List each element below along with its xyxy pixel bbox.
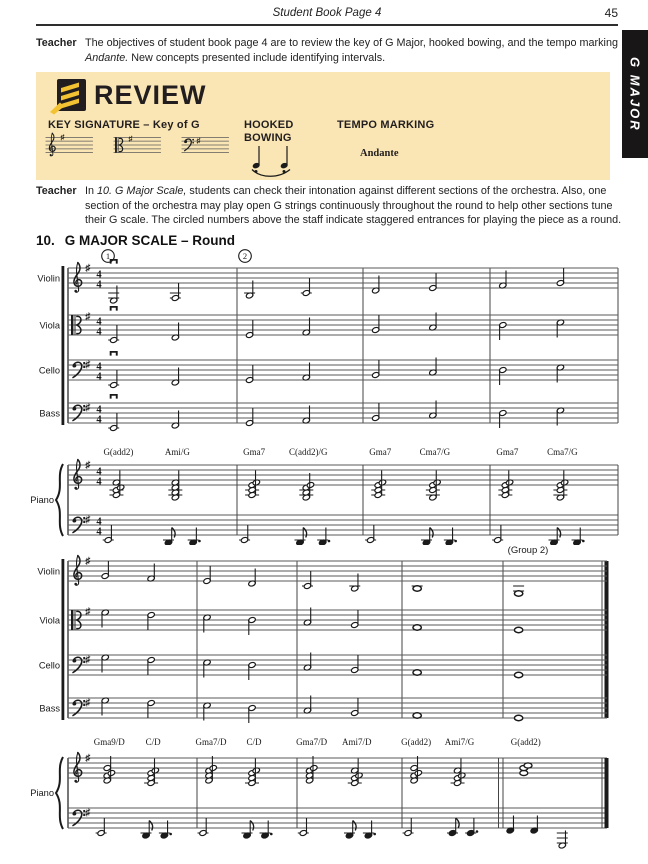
svg-text:♯: ♯	[85, 753, 91, 764]
piece-title: 10. G MAJOR SCALE – Round	[36, 233, 236, 248]
svg-text:4: 4	[96, 316, 102, 328]
svg-text:Viola: Viola	[39, 320, 60, 331]
svg-text:Bass: Bass	[39, 408, 60, 419]
piece-number: 10.	[36, 233, 55, 248]
key-signature-heading: KEY SIGNATURE – Key of G	[48, 119, 200, 131]
svg-text:♯: ♯	[85, 654, 91, 666]
svg-text:4: 4	[96, 516, 102, 528]
svg-text:Violin: Violin	[37, 566, 60, 577]
svg-text:4: 4	[96, 269, 102, 281]
svg-text:4: 4	[96, 526, 102, 538]
svg-text:♯: ♯	[60, 132, 65, 142]
svg-text:(Group 2): (Group 2)	[507, 545, 549, 556]
header-rule	[36, 24, 618, 26]
svg-text:Viola: Viola	[39, 615, 60, 626]
music-system-1	[0, 248, 648, 545]
svg-text:2: 2	[242, 251, 248, 261]
svg-text:Violin: Violin	[37, 273, 60, 284]
svg-text:♯: ♯	[128, 133, 133, 143]
music-system-2	[0, 545, 648, 864]
svg-text:Piano: Piano	[30, 788, 54, 798]
svg-text:Gma7/D: Gma7/D	[195, 737, 227, 747]
svg-text:4: 4	[96, 414, 102, 426]
teacher-note-text: The objectives of student book page 4 are to review the key of G Major, hooked bowing, and the tempo marking Andante. New concepts presented include identifying intervals.	[85, 37, 618, 64]
svg-text:4: 4	[96, 279, 102, 291]
svg-text:Gma9/D: Gma9/D	[93, 737, 125, 747]
tempo-marking-heading: TEMPO MARKING	[337, 119, 435, 131]
svg-text:1: 1	[105, 251, 111, 261]
teacher-label: Teacher	[36, 37, 77, 49]
svg-text:♯: ♯	[85, 556, 91, 567]
hooked-bowing-notation	[246, 140, 302, 178]
svg-text:4: 4	[96, 404, 102, 416]
svg-text:Bass: Bass	[39, 703, 60, 714]
page-header-title: Student Book Page 4	[272, 7, 382, 19]
svg-text:G(add2): G(add2)	[510, 737, 541, 747]
svg-text:4: 4	[96, 361, 102, 373]
svg-text:C/D: C/D	[145, 737, 161, 747]
svg-text:Gma7: Gma7	[369, 447, 392, 457]
svg-text:♯: ♯	[85, 402, 91, 414]
section-tab-g-major: G MAJOR	[622, 30, 648, 158]
svg-text:♯: ♯	[85, 359, 91, 371]
svg-text:Piano: Piano	[30, 495, 54, 505]
svg-text:Ami7/D: Ami7/D	[341, 737, 372, 747]
svg-text:4: 4	[96, 466, 102, 478]
svg-text:C(add2)/G: C(add2)/G	[289, 447, 328, 457]
review-title: REVIEW	[94, 80, 207, 110]
svg-text:♯: ♯	[85, 311, 91, 323]
tempo-marking-value: Andante	[360, 148, 399, 159]
svg-text:Cello: Cello	[38, 660, 60, 671]
page-number: 45	[604, 6, 618, 20]
svg-text:♯: ♯	[85, 807, 91, 819]
svg-text:G(add2): G(add2)	[401, 737, 432, 747]
svg-text:♯: ♯	[85, 606, 91, 618]
svg-text:Cma7/G: Cma7/G	[547, 447, 578, 457]
review-box	[36, 72, 610, 180]
svg-text:Gma7: Gma7	[243, 447, 266, 457]
svg-text:♯: ♯	[196, 136, 201, 146]
hooked-bowing-heading: HOOKED BOWING	[244, 119, 294, 144]
key-signature-staff-bass	[180, 128, 232, 162]
svg-text:Ami7/G: Ami7/G	[444, 737, 475, 747]
svg-text:♯: ♯	[85, 460, 91, 471]
svg-text:4: 4	[96, 326, 102, 338]
teacher-note-2	[36, 184, 622, 228]
teacher-label: Teacher	[36, 185, 77, 197]
svg-text:G(add2): G(add2)	[103, 447, 134, 457]
svg-text:Cma7/G: Cma7/G	[419, 447, 451, 457]
svg-text:4: 4	[96, 371, 102, 383]
teacher-note-1	[36, 36, 622, 65]
svg-text:4: 4	[96, 476, 102, 488]
svg-text:♯: ♯	[85, 697, 91, 709]
svg-text:Cello: Cello	[38, 365, 60, 376]
review-logo-icon	[48, 78, 88, 115]
key-signature-staff-alto	[112, 128, 164, 162]
svg-text:Gma7/D: Gma7/D	[296, 737, 328, 747]
svg-text:Ami/G: Ami/G	[164, 447, 190, 457]
svg-text:C/D: C/D	[246, 737, 262, 747]
svg-text:♯: ♯	[85, 263, 91, 274]
svg-text:♯: ♯	[85, 514, 91, 526]
teacher-note-text: In 10. G Major Scale, students can check their intonation against different sections of the orchestra. Also, one section of the orchestra may play open G strings continuously throughout the round to help other sections tune their G scale. The circled numbers above the staff indicate staggered entrances for playing the piece as a round.	[85, 185, 622, 226]
svg-text:Gma7: Gma7	[496, 447, 519, 457]
key-signature-staff-treble	[44, 128, 96, 162]
